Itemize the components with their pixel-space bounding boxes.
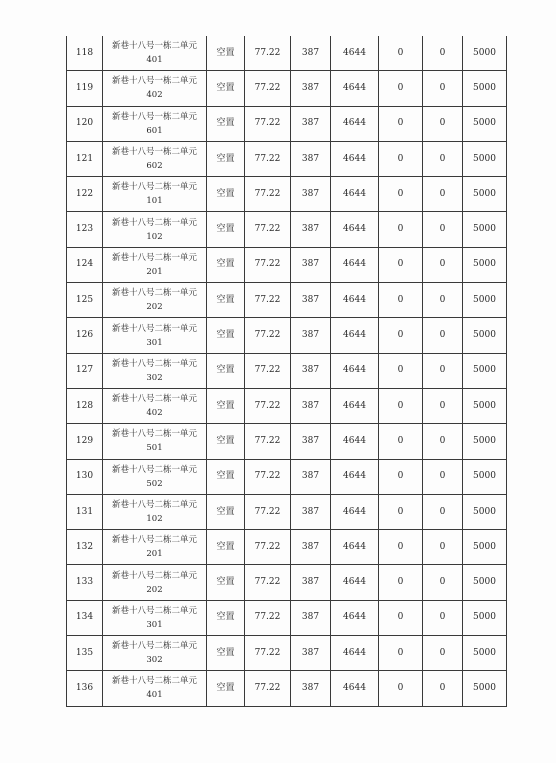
value-cell-1: 387 [291, 106, 331, 141]
unit-number-text: 202 [146, 584, 163, 595]
unit-number-text: 201 [146, 549, 163, 560]
row-number-cell: 131 [67, 494, 103, 529]
address-cell [103, 636, 207, 671]
value-cell-1: 387 [291, 459, 331, 494]
value-cell-4: 0 [423, 71, 463, 106]
status-cell: 空置 [207, 106, 245, 141]
value-cell-5: 5000 [463, 388, 507, 423]
value-cell-3: 0 [379, 353, 423, 388]
value-cell-2: 4644 [331, 459, 379, 494]
area-cell: 77.22 [245, 494, 291, 529]
value-cell-5: 5000 [463, 530, 507, 565]
table-row [67, 530, 507, 565]
value-cell-3: 0 [379, 459, 423, 494]
value-cell-3: 0 [379, 530, 423, 565]
area-cell: 77.22 [245, 459, 291, 494]
value-cell-4: 0 [423, 212, 463, 247]
value-cell-5: 5000 [463, 36, 507, 71]
value-cell-2: 4644 [331, 671, 379, 706]
address-text: 新巷十八号二栋一单元 [111, 464, 197, 475]
value-cell-5: 5000 [463, 494, 507, 529]
address-text: 新巷十八号二栋一单元 [111, 394, 197, 405]
table-row [67, 212, 507, 247]
row-number-cell: 129 [67, 424, 103, 459]
value-cell-1: 387 [291, 388, 331, 423]
unit-number-text: 601 [146, 125, 163, 136]
table-row [67, 247, 507, 282]
table-row [67, 565, 507, 600]
address-text: 新巷十八号二栋二单元 [111, 570, 197, 581]
value-cell-2: 4644 [331, 424, 379, 459]
value-cell-2: 4644 [331, 318, 379, 353]
address-cell [103, 600, 207, 635]
area-cell: 77.22 [245, 600, 291, 635]
address-text: 新巷十八号二栋二单元 [111, 500, 197, 510]
value-cell-4: 0 [423, 459, 463, 494]
address-cell [103, 141, 207, 176]
status-cell: 空置 [207, 318, 245, 353]
table-row [67, 671, 507, 706]
value-cell-4: 0 [423, 494, 463, 529]
value-cell-3: 0 [379, 671, 423, 706]
table-row [67, 353, 507, 388]
value-cell-4: 0 [423, 530, 463, 565]
table-row [67, 71, 507, 106]
row-number-cell: 123 [67, 212, 103, 247]
value-cell-5: 5000 [463, 106, 507, 141]
area-cell: 77.22 [245, 388, 291, 423]
unit-number-text: 301 [146, 619, 163, 630]
status-cell: 空置 [207, 141, 245, 176]
address-text: 新巷十八号二栋一单元 [111, 323, 197, 334]
unit-number-text: 102 [146, 514, 163, 524]
value-cell-1: 387 [291, 494, 331, 529]
value-cell-2: 4644 [331, 565, 379, 600]
status-cell: 空置 [207, 565, 245, 600]
address-text: 新巷十八号二栋二单元 [111, 641, 197, 652]
row-number-cell: 120 [67, 106, 103, 141]
row-number-cell: 128 [67, 388, 103, 423]
value-cell-2: 4644 [331, 600, 379, 635]
address-text: 新巷十八号二栋一单元 [111, 358, 197, 369]
value-cell-2: 4644 [331, 530, 379, 565]
value-cell-1: 387 [291, 565, 331, 600]
address-text: 新巷十八号二栋一单元 [111, 217, 197, 228]
address-cell [103, 671, 207, 706]
table-body [67, 36, 507, 706]
area-cell: 77.22 [245, 353, 291, 388]
value-cell-5: 5000 [463, 177, 507, 212]
status-cell: 空置 [207, 459, 245, 494]
status-cell: 空置 [207, 494, 245, 529]
value-cell-1: 387 [291, 671, 331, 706]
address-cell [103, 177, 207, 212]
value-cell-4: 0 [423, 353, 463, 388]
value-cell-5: 5000 [463, 636, 507, 671]
unit-number-text: 502 [146, 478, 163, 489]
area-cell: 77.22 [245, 177, 291, 212]
value-cell-5: 5000 [463, 141, 507, 176]
row-number-cell: 125 [67, 283, 103, 318]
row-number-cell: 135 [67, 636, 103, 671]
row-number-cell: 118 [67, 36, 103, 71]
value-cell-5: 5000 [463, 671, 507, 706]
unit-number-text: 201 [146, 266, 163, 277]
row-number-cell: 132 [67, 530, 103, 565]
value-cell-1: 387 [291, 283, 331, 318]
value-cell-4: 0 [423, 600, 463, 635]
address-text: 新巷十八号一栋二单元 [111, 41, 197, 52]
row-number-cell: 133 [67, 565, 103, 600]
area-cell: 77.22 [245, 318, 291, 353]
status-cell: 空置 [207, 283, 245, 318]
value-cell-4: 0 [423, 671, 463, 706]
status-cell: 空置 [207, 212, 245, 247]
value-cell-5: 5000 [463, 424, 507, 459]
value-cell-3: 0 [379, 636, 423, 671]
value-cell-1: 387 [291, 353, 331, 388]
value-cell-2: 4644 [331, 247, 379, 282]
area-cell: 77.22 [245, 36, 291, 71]
area-cell: 77.22 [245, 247, 291, 282]
row-number-cell: 134 [67, 600, 103, 635]
value-cell-3: 0 [379, 424, 423, 459]
area-cell: 77.22 [245, 283, 291, 318]
value-cell-5: 5000 [463, 600, 507, 635]
unit-number-text: 602 [146, 161, 163, 172]
value-cell-1: 387 [291, 177, 331, 212]
row-number-cell: 136 [67, 671, 103, 706]
unit-number-text: 402 [146, 90, 163, 101]
address-text: 新巷十八号二栋二单元 [111, 605, 197, 616]
value-cell-3: 0 [379, 177, 423, 212]
address-cell [103, 565, 207, 600]
value-cell-4: 0 [423, 247, 463, 282]
table-row [67, 600, 507, 635]
status-cell: 空置 [207, 36, 245, 71]
unit-number-text: 401 [146, 690, 163, 701]
area-cell: 77.22 [245, 565, 291, 600]
address-text: 新巷十八号一栋二单元 [111, 76, 197, 87]
address-text: 新巷十八号二栋一单元 [111, 182, 197, 193]
value-cell-5: 5000 [463, 459, 507, 494]
row-number-cell: 122 [67, 177, 103, 212]
table-row [67, 283, 507, 318]
value-cell-2: 4644 [331, 177, 379, 212]
address-cell [103, 71, 207, 106]
value-cell-1: 387 [291, 530, 331, 565]
value-cell-4: 0 [423, 141, 463, 176]
address-text: 新巷十八号二栋一单元 [111, 252, 197, 263]
area-cell: 77.22 [245, 530, 291, 565]
address-text: 新巷十八号二栋二单元 [111, 676, 197, 687]
address-cell [103, 424, 207, 459]
status-cell: 空置 [207, 636, 245, 671]
address-text: 新巷十八号一栋二单元 [111, 111, 197, 122]
value-cell-2: 4644 [331, 283, 379, 318]
row-number-cell: 130 [67, 459, 103, 494]
address-cell [103, 318, 207, 353]
unit-number-text: 302 [146, 372, 163, 383]
value-cell-4: 0 [423, 565, 463, 600]
status-cell: 空置 [207, 424, 245, 459]
table-row [67, 36, 507, 71]
value-cell-5: 5000 [463, 318, 507, 353]
value-cell-5: 5000 [463, 71, 507, 106]
status-cell: 空置 [207, 671, 245, 706]
status-cell: 空置 [207, 353, 245, 388]
value-cell-2: 4644 [331, 212, 379, 247]
value-cell-3: 0 [379, 494, 423, 529]
value-cell-1: 387 [291, 424, 331, 459]
address-text: 新巷十八号二栋一单元 [111, 288, 197, 299]
unit-number-text: 501 [146, 443, 163, 454]
table-row [67, 106, 507, 141]
row-number-cell: 127 [67, 353, 103, 388]
value-cell-1: 387 [291, 600, 331, 635]
value-cell-3: 0 [379, 318, 423, 353]
value-cell-3: 0 [379, 388, 423, 423]
status-cell: 空置 [207, 530, 245, 565]
value-cell-1: 387 [291, 141, 331, 176]
value-cell-4: 0 [423, 177, 463, 212]
unit-number-text: 202 [146, 302, 163, 313]
area-cell: 77.22 [245, 141, 291, 176]
status-cell: 空置 [207, 388, 245, 423]
value-cell-4: 0 [423, 283, 463, 318]
address-cell [103, 459, 207, 494]
value-cell-5: 5000 [463, 283, 507, 318]
value-cell-4: 0 [423, 36, 463, 71]
value-cell-4: 0 [423, 424, 463, 459]
address-cell [103, 283, 207, 318]
value-cell-2: 4644 [331, 106, 379, 141]
address-cell [103, 353, 207, 388]
value-cell-1: 387 [291, 318, 331, 353]
area-cell: 77.22 [245, 106, 291, 141]
row-number-cell: 124 [67, 247, 103, 282]
table-row [67, 177, 507, 212]
value-cell-4: 0 [423, 636, 463, 671]
value-cell-2: 4644 [331, 388, 379, 423]
value-cell-5: 5000 [463, 353, 507, 388]
table-row [67, 459, 507, 494]
table-row [67, 141, 507, 176]
value-cell-2: 4644 [331, 353, 379, 388]
row-number-cell: 119 [67, 71, 103, 106]
value-cell-3: 0 [379, 71, 423, 106]
value-cell-4: 0 [423, 106, 463, 141]
value-cell-3: 0 [379, 106, 423, 141]
table-row [67, 494, 507, 529]
unit-number-text: 302 [146, 655, 163, 666]
row-number-cell: 126 [67, 318, 103, 353]
value-cell-1: 387 [291, 36, 331, 71]
address-cell [103, 530, 207, 565]
value-cell-1: 387 [291, 71, 331, 106]
status-cell: 空置 [207, 177, 245, 212]
table-row [67, 636, 507, 671]
value-cell-2: 4644 [331, 71, 379, 106]
area-cell: 77.22 [245, 424, 291, 459]
address-cell [103, 212, 207, 247]
value-cell-2: 4644 [331, 141, 379, 176]
area-cell: 77.22 [245, 636, 291, 671]
status-cell: 空置 [207, 600, 245, 635]
unit-number-text: 101 [146, 196, 163, 207]
unit-number-text: 301 [146, 337, 163, 348]
address-text: 新巷十八号一栋二单元 [111, 147, 197, 158]
value-cell-4: 0 [423, 318, 463, 353]
address-text: 新巷十八号二栋一单元 [111, 429, 197, 440]
area-cell: 77.22 [245, 671, 291, 706]
value-cell-3: 0 [379, 212, 423, 247]
status-cell: 空置 [207, 247, 245, 282]
address-cell [103, 106, 207, 141]
row-number-cell: 121 [67, 141, 103, 176]
address-cell [103, 494, 207, 529]
status-cell: 空置 [207, 71, 245, 106]
unit-number-text: 402 [146, 408, 163, 419]
value-cell-3: 0 [379, 600, 423, 635]
area-cell: 77.22 [245, 71, 291, 106]
unit-number-text: 102 [146, 231, 163, 242]
address-cell [103, 388, 207, 423]
value-cell-3: 0 [379, 36, 423, 71]
value-cell-5: 5000 [463, 565, 507, 600]
table-row [67, 424, 507, 459]
address-cell [103, 36, 207, 71]
address-cell [103, 247, 207, 282]
table-row [67, 318, 507, 353]
value-cell-5: 5000 [463, 212, 507, 247]
value-cell-3: 0 [379, 283, 423, 318]
value-cell-1: 387 [291, 636, 331, 671]
value-cell-1: 387 [291, 212, 331, 247]
area-cell: 77.22 [245, 212, 291, 247]
property-table [66, 36, 507, 707]
value-cell-5: 5000 [463, 247, 507, 282]
value-cell-3: 0 [379, 247, 423, 282]
value-cell-1: 387 [291, 247, 331, 282]
value-cell-2: 4644 [331, 494, 379, 529]
table-row [67, 388, 507, 423]
value-cell-3: 0 [379, 141, 423, 176]
unit-number-text: 401 [146, 55, 163, 66]
value-cell-2: 4644 [331, 636, 379, 671]
value-cell-3: 0 [379, 565, 423, 600]
value-cell-2: 4644 [331, 36, 379, 71]
value-cell-4: 0 [423, 388, 463, 423]
address-text: 新巷十八号二栋二单元 [111, 535, 197, 546]
